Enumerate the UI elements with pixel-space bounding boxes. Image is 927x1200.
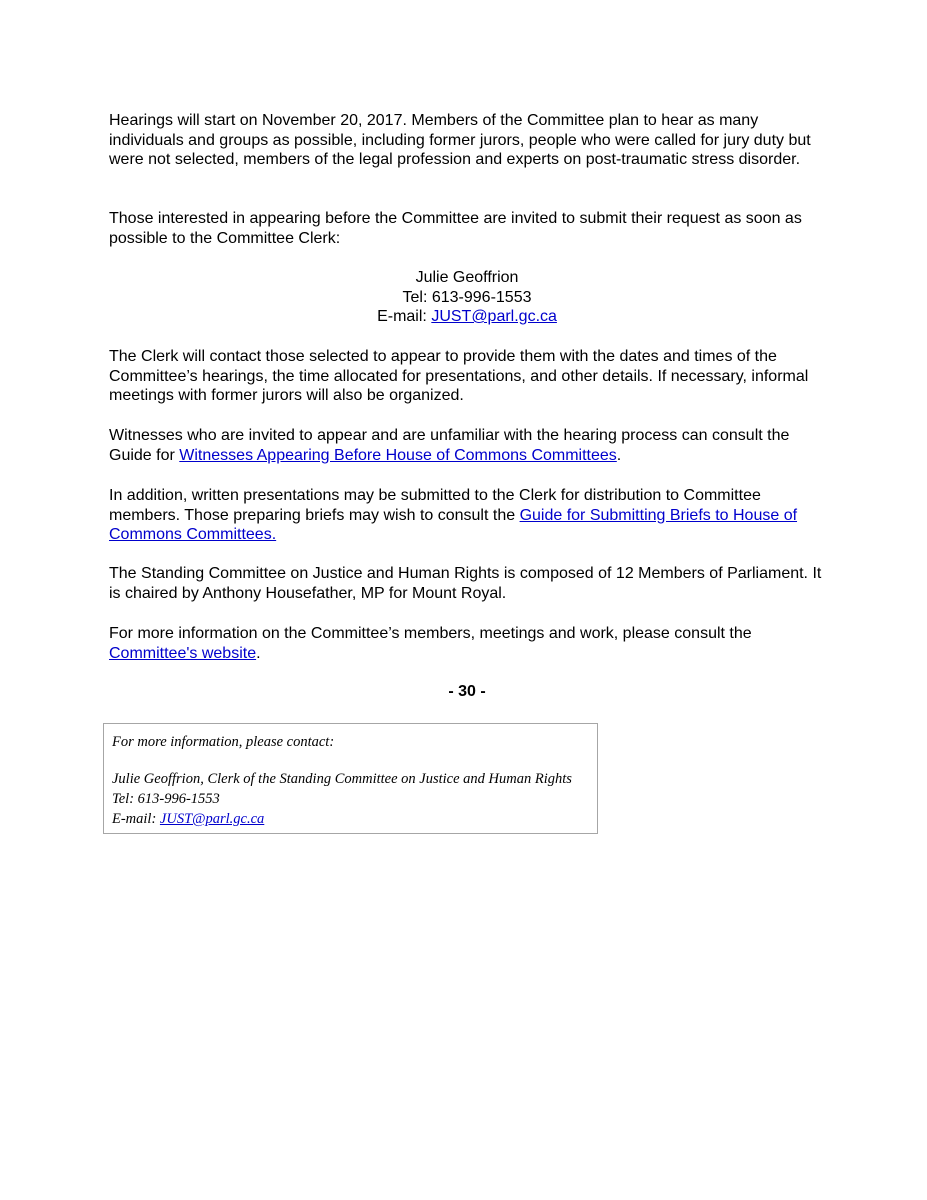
witnesses-end: .: [616, 446, 622, 464]
interested-paragraph: Those interested in appearing before the Committee are invited to submit their request as soon as possible to the Committee Clerk:: [109, 210, 802, 247]
more-info-text: For more information on the Committee’s members, meetings and work, please consult the: [109, 625, 752, 642]
composition-paragraph: The Standing Committee on Justice and Human Rights is composed of 12 Members of Parliament. It is chaired by Anthony Housefather, MP for Mount Royal.: [109, 565, 822, 602]
clerk-contact-paragraph: The Clerk will contact those selected to appear to provide them with the dates and times of the Committee’s hearings, the time allocated for presentations, and other details. If necessary, informal meetings with former jurors will also be organized.: [109, 348, 809, 404]
more-info-paragraph: [109, 624, 825, 663]
info-box-spacer: [112, 752, 597, 769]
briefs-text: In addition, written presentations may be submitted to the Clerk for distribution to Committee members. Those preparing briefs may wish to consult the: [109, 487, 761, 524]
info-box-email-line: [112, 809, 597, 829]
committee-website-link[interactable]: Committee's website: [109, 644, 257, 662]
info-box-tel: Tel: 613-996-1553: [112, 791, 220, 807]
briefs-paragraph: [109, 486, 825, 545]
witnesses-guide-link[interactable]: Witnesses Appearing Before House of Commons Committees: [179, 446, 617, 464]
info-box-email-link[interactable]: JUST@parl.gc.ca: [159, 811, 265, 827]
witnesses-paragraph: [109, 426, 825, 465]
clerk-tel: Tel: 613-996-1553: [402, 288, 532, 306]
clerk-email-label: E-mail:: [377, 308, 432, 325]
page-end-marker: - 30 -: [448, 683, 486, 700]
contact-info-box: [103, 723, 598, 834]
info-box-heading: For more information, please contact:: [112, 734, 335, 750]
clerk-email-link[interactable]: JUST@parl.gc.ca: [431, 308, 557, 325]
hearings-paragraph: Hearings will start on November 20, 2017. Members of the Committee plan to hear as many individuals and groups as possible, including former jurors, people who were called for jury duty but were not selected, members of the legal profession and experts on post-traumatic stress disorder.: [109, 112, 811, 168]
witnesses-text: Witnesses who are invited to appear and are unfamiliar with the hearing process can consult the Guide for: [109, 427, 790, 464]
clerk-email-line: [109, 307, 825, 327]
clerk-name: Julie Geoffrion: [415, 269, 519, 286]
briefs-guide-link[interactable]: Guide for Submitting Briefs to House of Commons Committees.: [109, 506, 798, 543]
more-info-end: .: [256, 644, 261, 662]
clerk-contact-block: [109, 268, 825, 327]
info-box-name-title: Julie Geoffrion, Clerk of the Standing Committee on Justice and Human Rights: [112, 771, 572, 787]
info-box-email-label: E-mail:: [112, 811, 160, 827]
